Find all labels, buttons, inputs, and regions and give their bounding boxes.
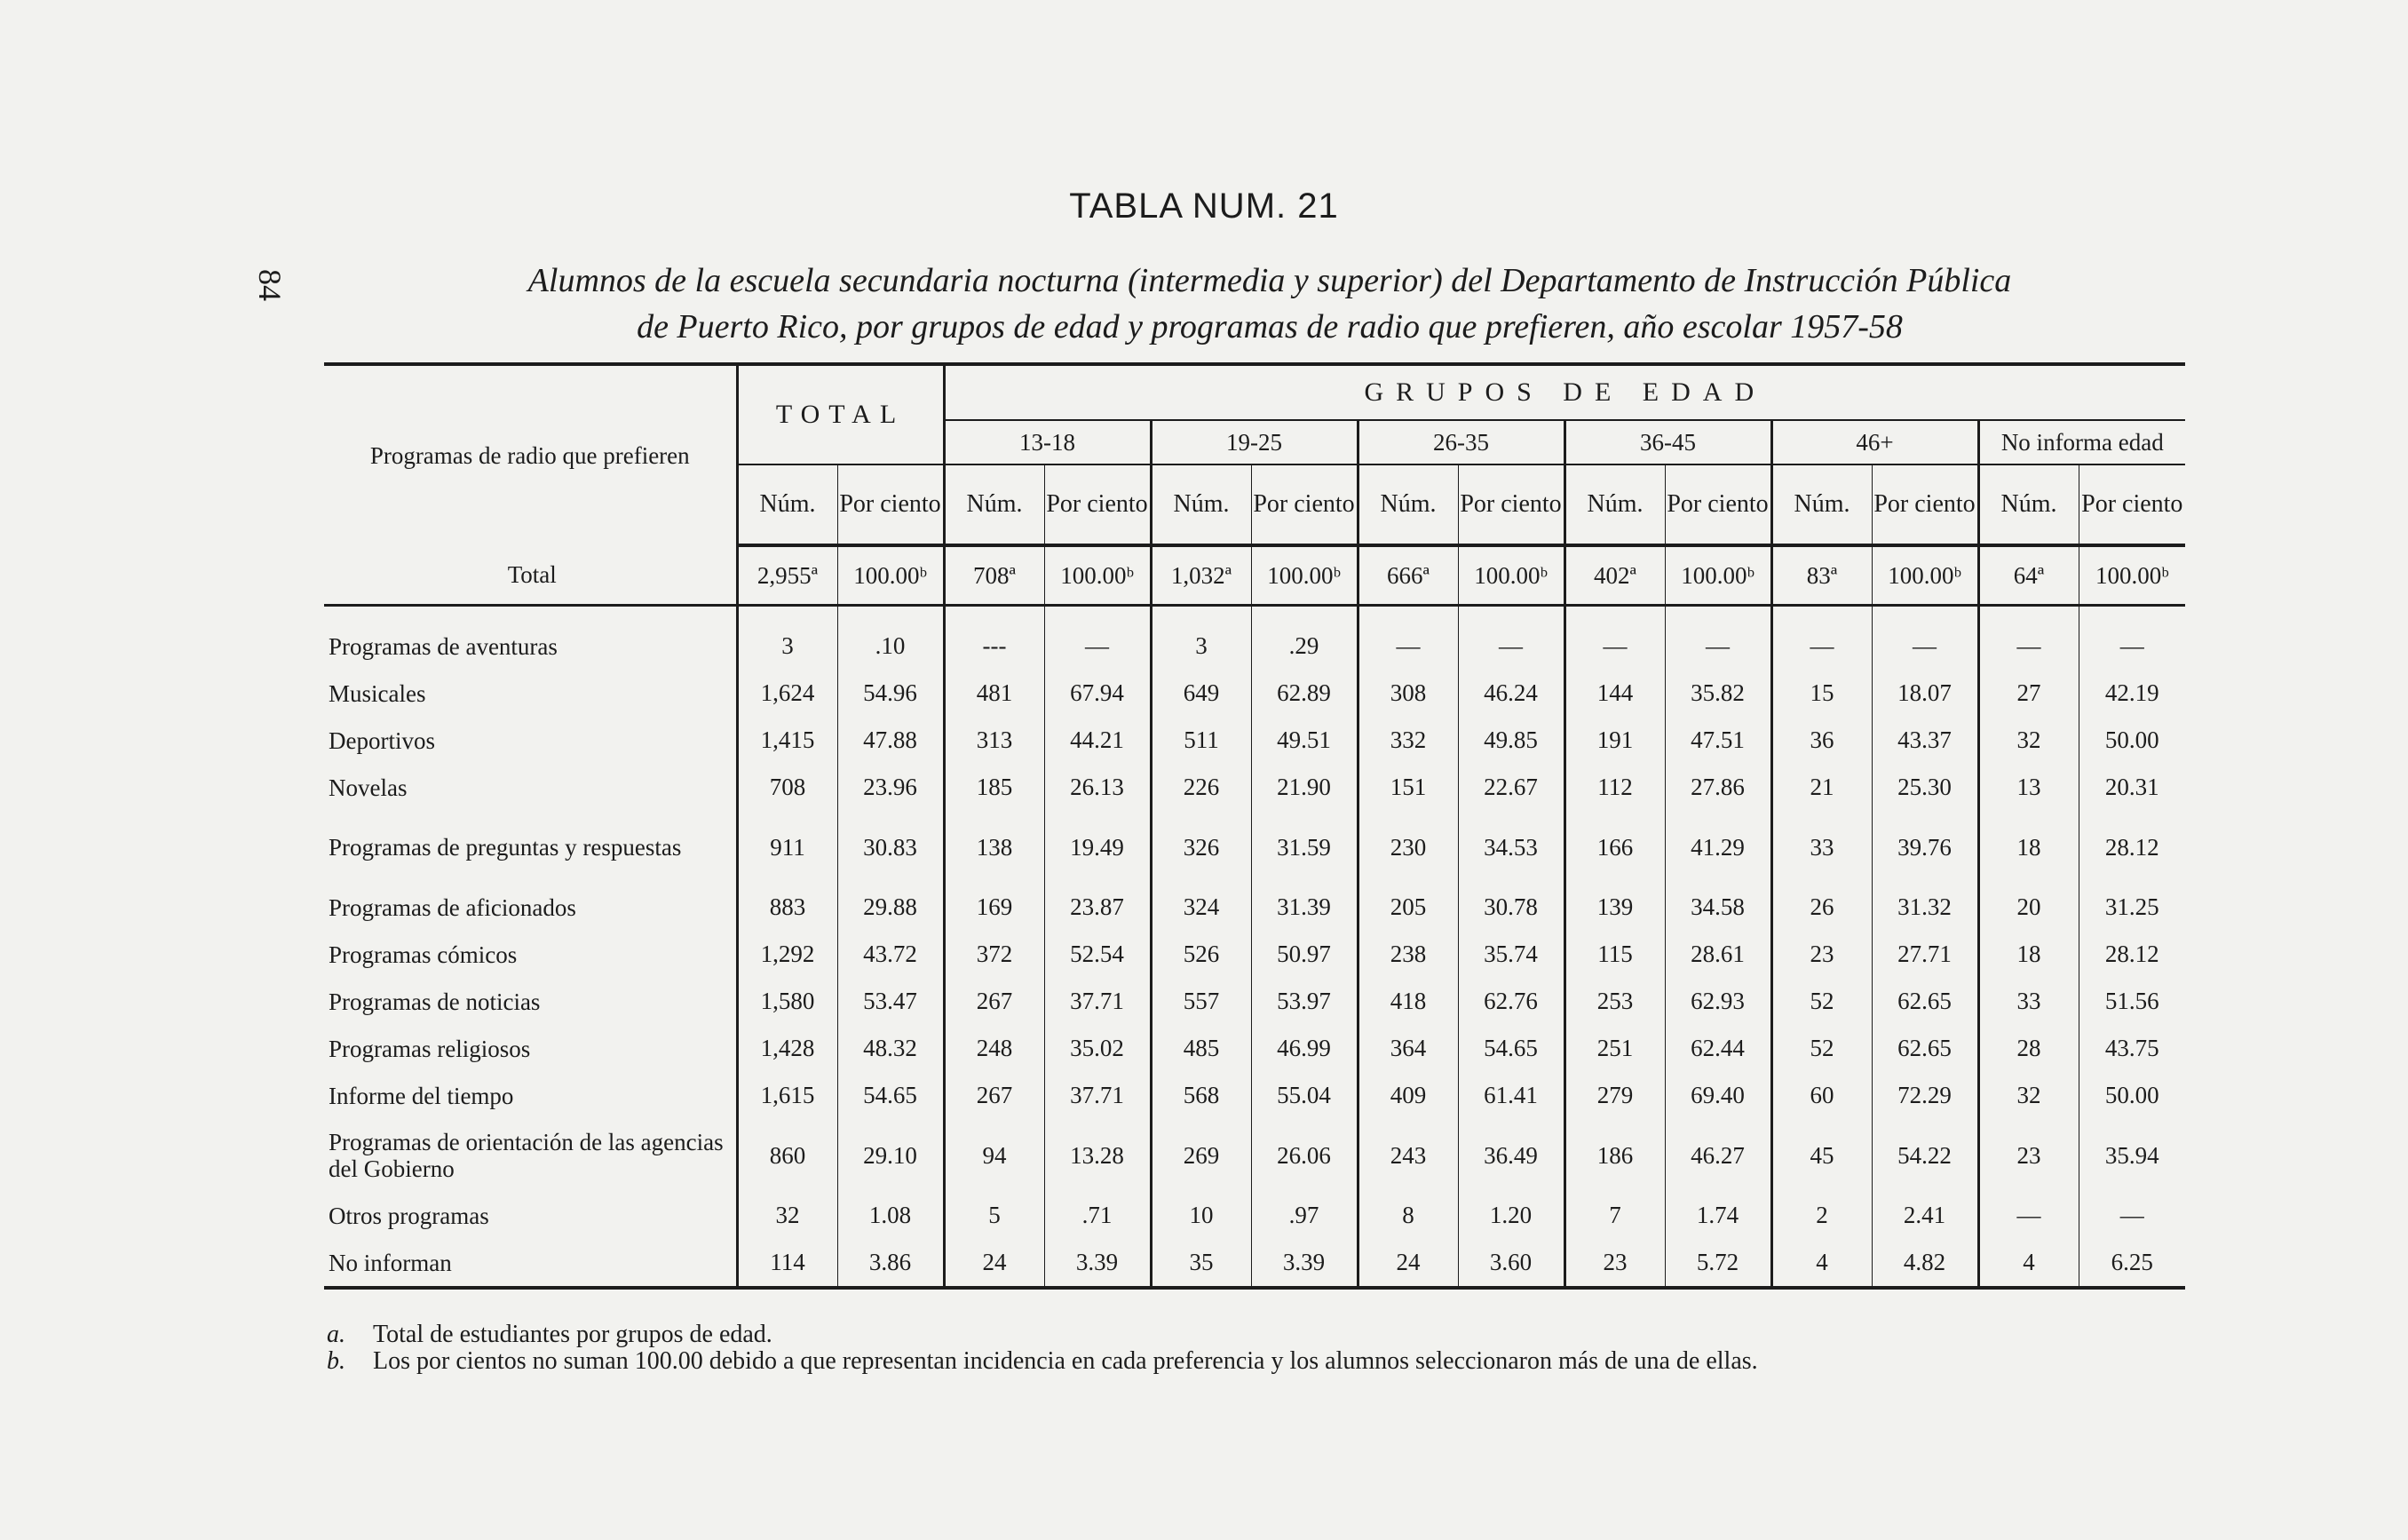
- percent-cell: 35.02: [1044, 1025, 1151, 1072]
- count-cell: 332: [1390, 726, 1427, 753]
- percent-cell: 3.86: [837, 1239, 944, 1288]
- count-cell: 185: [976, 774, 1013, 800]
- percent-cell: 28.61: [1665, 931, 1771, 978]
- row-label: Otros programas: [324, 1192, 737, 1239]
- count-cell: 2,955ª: [737, 545, 837, 606]
- page-number: 84: [252, 269, 288, 301]
- table-row: [324, 1192, 2185, 1239]
- count-cell: 27: [2016, 679, 2041, 706]
- age-group-header: No informa edad: [1978, 420, 2185, 464]
- num-column-header: Núm.: [1151, 464, 1251, 545]
- count-cell: ---: [982, 632, 1007, 659]
- percent-cell: 69.40: [1665, 1072, 1771, 1119]
- percent-cell: 1.74: [1665, 1192, 1771, 1239]
- percent-cell: 3.60: [1458, 1239, 1564, 1288]
- row-label: Programas de noticias: [324, 978, 737, 1025]
- percent-cell: 46.27: [1665, 1119, 1771, 1192]
- percent-cell: 61.41: [1458, 1072, 1564, 1119]
- percent-cell: 62.93: [1665, 978, 1771, 1025]
- count-cell: 21: [1810, 774, 1834, 800]
- count-cell: 3: [781, 632, 794, 659]
- footnotes: [327, 1322, 2138, 1375]
- percent-cell: .71: [1044, 1192, 1151, 1239]
- num-column-header: Núm.: [1358, 464, 1458, 545]
- count-cell: 251: [1596, 1035, 1634, 1061]
- subtitle-line-1: Alumnos de la escuela secundaria nocturna (intermedia y superior) del Departamento de Instrucción Pública: [527, 262, 2012, 299]
- percent-cell: —: [1665, 606, 1771, 671]
- percent-cell: 35.74: [1458, 931, 1564, 978]
- percent-cell: 62.44: [1665, 1025, 1771, 1072]
- count-cell: 32: [2016, 726, 2041, 753]
- pct-column-header: Por ciento: [1872, 464, 1978, 545]
- percent-cell: 3.39: [1251, 1239, 1358, 1288]
- num-column-header: Núm.: [1564, 464, 1665, 545]
- count-cell: 23: [1603, 1249, 1628, 1275]
- age-groups-header: GRUPOS DE EDAD: [944, 364, 2185, 420]
- count-cell: 28: [2016, 1035, 2041, 1061]
- count-cell: —: [2016, 1202, 2041, 1228]
- count-cell: 24: [1396, 1249, 1421, 1275]
- percent-cell: 36.49: [1458, 1119, 1564, 1192]
- count-cell: 114: [770, 1249, 805, 1275]
- pct-column-header: Por ciento: [2079, 464, 2185, 545]
- count-cell: 94: [982, 1141, 1007, 1169]
- row-label: Musicales: [324, 670, 737, 717]
- percent-cell: 54.22: [1872, 1119, 1978, 1192]
- num-column-header: Núm.: [1978, 464, 2079, 545]
- count-cell: —: [1603, 632, 1628, 659]
- percent-cell: 43.75: [2079, 1025, 2185, 1072]
- table-row: [324, 1072, 2185, 1119]
- percent-cell: 37.71: [1044, 1072, 1151, 1119]
- count-cell: 18: [2016, 941, 2041, 967]
- count-cell: 911: [770, 833, 805, 861]
- count-cell: 418: [1390, 988, 1427, 1014]
- count-cell: 23: [1810, 941, 1834, 967]
- count-cell: 557: [1183, 988, 1220, 1014]
- pct-column-header: Por ciento: [1665, 464, 1771, 545]
- row-label: Programas religiosos: [324, 1025, 737, 1072]
- percent-cell: 53.47: [837, 978, 944, 1025]
- table-row: [324, 884, 2185, 931]
- count-cell: 326: [1183, 833, 1220, 861]
- count-cell: 1,032ª: [1151, 545, 1251, 606]
- footnote-key: a.: [327, 1321, 345, 1348]
- count-cell: 649: [1183, 679, 1220, 706]
- count-cell: 139: [1596, 893, 1634, 920]
- pct-column-header: Por ciento: [1458, 464, 1564, 545]
- footnote-key: b.: [327, 1347, 345, 1375]
- total-row: [324, 545, 2185, 606]
- percent-cell: 31.39: [1251, 884, 1358, 931]
- count-cell: 144: [1596, 679, 1634, 706]
- count-cell: 18: [2016, 833, 2041, 861]
- percent-cell: 26.06: [1251, 1119, 1358, 1192]
- count-cell: 7: [1609, 1202, 1621, 1228]
- row-label: No informan: [324, 1239, 737, 1288]
- count-cell: 409: [1390, 1082, 1427, 1108]
- table-subtitle: [320, 258, 2220, 350]
- count-cell: 151: [1390, 774, 1427, 800]
- count-cell: 35: [1189, 1249, 1214, 1275]
- percent-cell: 4.82: [1872, 1239, 1978, 1288]
- age-group-header: 26-35: [1358, 420, 1564, 464]
- count-cell: 32: [2016, 1082, 2041, 1108]
- row-label: Programas de preguntas y respuestas: [324, 811, 737, 884]
- row-label: Programas de aficionados: [324, 884, 737, 931]
- percent-cell: —: [2079, 1192, 2185, 1239]
- percent-cell: 23.87: [1044, 884, 1151, 931]
- footnote-a: [327, 1322, 2138, 1348]
- percent-cell: 62.65: [1872, 978, 1978, 1025]
- row-label-header: Programas de radio que prefieren: [324, 364, 737, 545]
- table-row: [324, 1119, 2185, 1192]
- count-cell: 708ª: [944, 545, 1044, 606]
- count-cell: 3: [1195, 632, 1208, 659]
- pct-column-header: Por ciento: [1251, 464, 1358, 545]
- count-cell: 169: [976, 893, 1013, 920]
- percent-cell: 3.39: [1044, 1239, 1151, 1288]
- count-cell: 166: [1596, 833, 1634, 861]
- count-cell: 1,292: [760, 941, 815, 967]
- percent-cell: 43.72: [837, 931, 944, 978]
- count-cell: 226: [1183, 774, 1220, 800]
- count-cell: 568: [1183, 1082, 1220, 1108]
- percent-cell: 25.30: [1872, 764, 1978, 811]
- percent-cell: 13.28: [1044, 1119, 1151, 1192]
- percent-cell: —: [2079, 606, 2185, 671]
- count-cell: 313: [976, 726, 1013, 753]
- percent-cell: 21.90: [1251, 764, 1358, 811]
- percent-cell: 62.76: [1458, 978, 1564, 1025]
- count-cell: —: [1396, 632, 1421, 659]
- percent-cell: —: [1458, 606, 1564, 671]
- count-cell: 32: [775, 1202, 800, 1228]
- row-label: Informe del tiempo: [324, 1072, 737, 1119]
- percent-cell: 49.85: [1458, 717, 1564, 764]
- percent-cell: 30.78: [1458, 884, 1564, 931]
- percent-cell: 31.32: [1872, 884, 1978, 931]
- count-cell: 15: [1810, 679, 1834, 706]
- count-cell: 33: [1810, 833, 1834, 861]
- percent-cell: 35.82: [1665, 670, 1771, 717]
- percent-cell: 28.12: [2079, 811, 2185, 884]
- count-cell: 45: [1810, 1141, 1834, 1169]
- count-cell: 64ª: [1978, 545, 2079, 606]
- percent-cell: .29: [1251, 606, 1358, 671]
- percent-cell: 29.10: [837, 1119, 944, 1192]
- count-cell: 24: [982, 1249, 1007, 1275]
- percent-cell: 55.04: [1251, 1072, 1358, 1119]
- percent-cell: 46.99: [1251, 1025, 1358, 1072]
- count-cell: 138: [976, 833, 1013, 861]
- count-cell: 186: [1596, 1141, 1634, 1169]
- count-cell: 372: [976, 941, 1013, 967]
- row-label: Novelas: [324, 764, 737, 811]
- percent-cell: 34.58: [1665, 884, 1771, 931]
- percent-cell: 100.00ᵇ: [1251, 545, 1358, 606]
- count-cell: 205: [1390, 893, 1427, 920]
- percent-cell: 100.00ᵇ: [2079, 545, 2185, 606]
- statistics-table: [324, 362, 2185, 1290]
- percent-cell: 50.00: [2079, 1072, 2185, 1119]
- percent-cell: 31.25: [2079, 884, 2185, 931]
- count-cell: 5: [988, 1202, 1001, 1228]
- row-label: Programas de orientación de las agencias del Gobierno: [324, 1119, 737, 1192]
- pct-column-header: Por ciento: [837, 464, 944, 545]
- count-cell: 26: [1810, 893, 1834, 920]
- statistics-table-container: [324, 362, 2184, 1290]
- table-row: [324, 764, 2185, 811]
- percent-cell: 54.96: [837, 670, 944, 717]
- footnote-text: Los por cientos no suman 100.00 debido a que representan incidencia en cada preferencia y los alumnos seleccionaron más de una de ellas.: [373, 1347, 1758, 1375]
- percent-cell: 22.67: [1458, 764, 1564, 811]
- count-cell: 52: [1810, 1035, 1834, 1061]
- table-row: [324, 670, 2185, 717]
- percent-cell: .10: [837, 606, 944, 671]
- percent-cell: —: [1872, 606, 1978, 671]
- age-group-header: 13-18: [944, 420, 1151, 464]
- table-row: [324, 1025, 2185, 1072]
- table-row: [324, 978, 2185, 1025]
- percent-cell: 2.41: [1872, 1192, 1978, 1239]
- percent-cell: 18.07: [1872, 670, 1978, 717]
- percent-cell: 20.31: [2079, 764, 2185, 811]
- table-row: [324, 606, 2185, 671]
- percent-cell: 100.00ᵇ: [837, 545, 944, 606]
- count-cell: 324: [1183, 893, 1220, 920]
- count-cell: 481: [976, 679, 1013, 706]
- count-cell: 1,615: [760, 1082, 815, 1108]
- percent-cell: 19.49: [1044, 811, 1151, 884]
- count-cell: 2: [1816, 1202, 1828, 1228]
- count-cell: 8: [1402, 1202, 1414, 1228]
- count-cell: —: [2016, 632, 2041, 659]
- percent-cell: 41.29: [1665, 811, 1771, 884]
- age-group-header: 46+: [1771, 420, 1978, 464]
- percent-cell: 49.51: [1251, 717, 1358, 764]
- percent-cell: 48.32: [837, 1025, 944, 1072]
- count-cell: 267: [976, 988, 1013, 1014]
- percent-cell: 27.86: [1665, 764, 1771, 811]
- count-cell: 666ª: [1358, 545, 1458, 606]
- percent-cell: 50.97: [1251, 931, 1358, 978]
- percent-cell: .97: [1251, 1192, 1358, 1239]
- percent-cell: 62.89: [1251, 670, 1358, 717]
- percent-cell: 72.29: [1872, 1072, 1978, 1119]
- percent-cell: 5.72: [1665, 1239, 1771, 1288]
- percent-cell: 67.94: [1044, 670, 1151, 717]
- percent-cell: 27.71: [1872, 931, 1978, 978]
- subtitle-line-2: de Puerto Rico, por grupos de edad y programas de radio que prefieren, año escolar 1957-58: [637, 308, 1903, 345]
- percent-cell: 34.53: [1458, 811, 1564, 884]
- num-column-header: Núm.: [944, 464, 1044, 545]
- count-cell: 4: [2023, 1249, 2035, 1275]
- row-label: Programas cómicos: [324, 931, 737, 978]
- percent-cell: 43.37: [1872, 717, 1978, 764]
- count-cell: 23: [2016, 1141, 2041, 1169]
- count-cell: 253: [1596, 988, 1634, 1014]
- table-row: [324, 811, 2185, 884]
- percent-cell: 46.24: [1458, 670, 1564, 717]
- age-group-header: 36-45: [1564, 420, 1771, 464]
- count-cell: 4: [1816, 1249, 1828, 1275]
- count-cell: 526: [1183, 941, 1220, 967]
- percent-cell: 28.12: [2079, 931, 2185, 978]
- count-cell: 112: [1597, 774, 1633, 800]
- percent-cell: 23.96: [837, 764, 944, 811]
- count-cell: 36: [1810, 726, 1834, 753]
- percent-cell: 50.00: [2079, 717, 2185, 764]
- footnote-b: [327, 1348, 2138, 1375]
- count-cell: 243: [1390, 1141, 1427, 1169]
- table-row: [324, 717, 2185, 764]
- count-cell: 485: [1183, 1035, 1220, 1061]
- num-column-header: Núm.: [1771, 464, 1872, 545]
- count-cell: 1,580: [760, 988, 815, 1014]
- count-cell: 364: [1390, 1035, 1427, 1061]
- percent-cell: 100.00ᵇ: [1665, 545, 1771, 606]
- count-cell: 1,415: [760, 726, 815, 753]
- count-cell: 52: [1810, 988, 1834, 1014]
- num-column-header: Núm.: [737, 464, 837, 545]
- percent-cell: 37.71: [1044, 978, 1151, 1025]
- count-cell: 60: [1810, 1082, 1834, 1108]
- count-cell: 33: [2016, 988, 2041, 1014]
- count-cell: 511: [1184, 726, 1219, 753]
- percent-cell: 6.25: [2079, 1239, 2185, 1288]
- percent-cell: 100.00ᵇ: [1458, 545, 1564, 606]
- percent-cell: 44.21: [1044, 717, 1151, 764]
- percent-cell: 47.51: [1665, 717, 1771, 764]
- percent-cell: 1.20: [1458, 1192, 1564, 1239]
- percent-cell: 26.13: [1044, 764, 1151, 811]
- count-cell: 267: [976, 1082, 1013, 1108]
- percent-cell: 30.83: [837, 811, 944, 884]
- count-cell: 191: [1596, 726, 1634, 753]
- table-title: TABLA NUM. 21: [1069, 187, 1339, 226]
- percent-cell: 62.65: [1872, 1025, 1978, 1072]
- percent-cell: 53.97: [1251, 978, 1358, 1025]
- table-row: [324, 931, 2185, 978]
- count-cell: 308: [1390, 679, 1427, 706]
- percent-cell: 47.88: [837, 717, 944, 764]
- count-cell: 883: [769, 893, 806, 920]
- count-cell: 269: [1183, 1141, 1220, 1169]
- percent-cell: 100.00ᵇ: [1872, 545, 1978, 606]
- footnote-text: Total de estudiantes por grupos de edad.: [373, 1321, 772, 1348]
- count-cell: 402ª: [1564, 545, 1665, 606]
- percent-cell: 31.59: [1251, 811, 1358, 884]
- count-cell: 115: [1597, 941, 1633, 967]
- count-cell: 860: [769, 1141, 806, 1169]
- percent-cell: 29.88: [837, 884, 944, 931]
- count-cell: 279: [1596, 1082, 1634, 1108]
- percent-cell: —: [1044, 606, 1151, 671]
- count-cell: 20: [2016, 893, 2041, 920]
- percent-cell: 39.76: [1872, 811, 1978, 884]
- count-cell: 10: [1189, 1202, 1214, 1228]
- percent-cell: 35.94: [2079, 1119, 2185, 1192]
- table-row: [324, 1239, 2185, 1288]
- total-header: TOTAL: [737, 364, 944, 464]
- percent-cell: 54.65: [1458, 1025, 1564, 1072]
- row-label: Programas de aventuras: [324, 606, 737, 671]
- count-cell: 13: [2016, 774, 2041, 800]
- count-cell: 230: [1390, 833, 1427, 861]
- percent-cell: 1.08: [837, 1192, 944, 1239]
- count-cell: 238: [1390, 941, 1427, 967]
- age-group-header: 19-25: [1151, 420, 1358, 464]
- percent-cell: 52.54: [1044, 931, 1151, 978]
- count-cell: 708: [769, 774, 806, 800]
- percent-cell: 54.65: [837, 1072, 944, 1119]
- percent-cell: 42.19: [2079, 670, 2185, 717]
- row-label: Total: [324, 545, 737, 606]
- row-label: Deportivos: [324, 717, 737, 764]
- percent-cell: 51.56: [2079, 978, 2185, 1025]
- percent-cell: 100.00ᵇ: [1044, 545, 1151, 606]
- count-cell: 83ª: [1771, 545, 1872, 606]
- count-cell: 248: [976, 1035, 1013, 1061]
- pct-column-header: Por ciento: [1044, 464, 1151, 545]
- count-cell: —: [1810, 632, 1834, 659]
- count-cell: 1,624: [760, 679, 815, 706]
- count-cell: 1,428: [760, 1035, 815, 1061]
